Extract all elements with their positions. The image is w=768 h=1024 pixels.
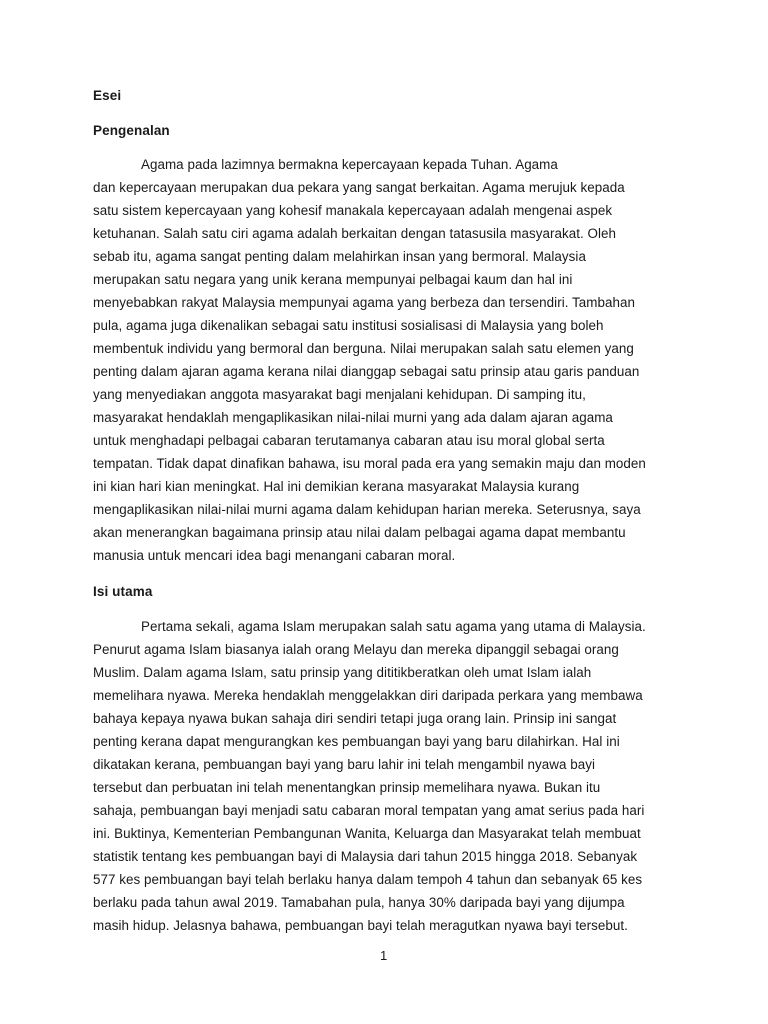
paragraph-line: tersebut dan perbuatan ini telah menentangkan prinsip memelihara nyawa. Bukan itu <box>93 780 601 795</box>
page-number: 1 <box>380 948 388 963</box>
paragraph-line: penting kerana dapat mengurangkan kes pembuangan bayi yang baru dilahirkan. Hal ini <box>93 734 620 749</box>
paragraph-line: bahaya kepaya nyawa bukan sahaja diri sendiri tetapi juga orang lain. Prinsip ini sangat <box>93 711 617 726</box>
essay-title: Esei <box>93 88 122 103</box>
paragraph-line: akan menerangkan bagaimana prinsip atau nilai dalam pelbagai agama dapat membantu <box>93 525 626 540</box>
paragraph-line: Muslim. Dalam agama Islam, satu prinsip yang dititikberatkan oleh umat Islam ialah <box>93 665 592 680</box>
paragraph-line: pula, agama juga dikenalikan sebagai satu institusi sosialisasi di Malaysia yang boleh <box>93 318 604 333</box>
paragraph-line: ini kian hari kian meningkat. Hal ini demikian kerana masyarakat Malaysia kurang <box>93 479 580 494</box>
paragraph-line: masih hidup. Jelasnya bahawa, pembuangan bayi telah meragutkan nyawa bayi tersebut. <box>93 918 628 933</box>
paragraph-line: sahaja, pembuangan bayi menjadi satu cabaran moral tempatan yang amat serius pada hari <box>93 803 645 818</box>
paragraph-line: dikatakan kerana, pembuangan bayi yang baru lahir ini telah mengambil nyawa bayi <box>93 757 595 772</box>
main-heading: Isi utama <box>93 584 153 599</box>
paragraph-line: statistik tentang kes pembuangan bayi di Malaysia dari tahun 2015 hingga 2018. Sebanyak <box>93 849 638 864</box>
paragraph-line: yang menyediakan anggota masyarakat bagi menjalani kehidupan. Di samping itu, <box>93 387 586 402</box>
paragraph-line: tempatan. Tidak dapat dinafikan bahawa, isu moral pada era yang semakin maju dan moden <box>93 456 646 471</box>
paragraph-line: membentuk individu yang bermoral dan berguna. Nilai merupakan salah satu elemen yang <box>93 341 634 356</box>
paragraph-line: Penurut agama Islam biasanya ialah orang Melayu dan mereka dipanggil sebagai orang <box>93 642 619 657</box>
paragraph-line: untuk menghadapi pelbagai cabaran terutamanya cabaran atau isu moral global serta <box>93 433 605 448</box>
paragraph-line: dan kepercayaan merupakan dua pekara yang sangat berkaitan. Agama merujuk kepada <box>93 180 625 195</box>
paragraph-line: Pertama sekali, agama Islam merupakan salah satu agama yang utama di Malaysia. <box>141 619 646 634</box>
paragraph-line: masyarakat hendaklah mengaplikasikan nilai-nilai murni yang ada dalam ajaran agama <box>93 410 613 425</box>
paragraph-line: 577 kes pembuangan bayi telah berlaku hanya dalam tempoh 4 tahun dan sebanyak 65 kes <box>93 872 643 887</box>
paragraph-line: merupakan satu negara yang unik kerana mempunyai pelbagai kaum dan hal ini <box>93 272 573 287</box>
paragraph-line: penting dalam ajaran agama kerana nilai dianggap sebagai satu prinsip atau garis panduan <box>93 364 640 379</box>
paragraph-line: satu sistem kepercayaan yang kohesif manakala kepercayaan adalah mengenai aspek <box>93 203 613 218</box>
paragraph-line: menyebabkan rakyat Malaysia mempunyai agama yang berbeza dan tersendiri. Tambahan <box>93 295 635 310</box>
paragraph-line: ini. Buktinya, Kementerian Pembangunan Wanita, Keluarga dan Masyarakat telah membuat <box>93 826 641 841</box>
intro-heading: Pengenalan <box>93 123 170 138</box>
paragraph-line: manusia untuk mencari idea bagi menangani cabaran moral. <box>93 548 456 563</box>
paragraph-line: memelihara nyawa. Mereka hendaklah menggelakkan diri daripada perkara yang membawa <box>93 688 643 703</box>
paragraph-line: berlaku pada tahun awal 2019. Tamabahan pula, hanya 30% daripada bayi yang dijumpa <box>93 895 625 910</box>
paragraph-line: Agama pada lazimnya bermakna kepercayaan kepada Tuhan. Agama <box>141 157 558 172</box>
paragraph-line: mengaplikasikan nilai-nilai murni agama dalam kehidupan harian mereka. Seterusnya, saya <box>93 502 641 517</box>
paragraph-line: sebab itu, agama sangat penting dalam melahirkan insan yang bermoral. Malaysia <box>93 249 586 264</box>
paragraph-line: ketuhanan. Salah satu ciri agama adalah berkaitan dengan tatasusila masyarakat. Oleh <box>93 226 617 241</box>
